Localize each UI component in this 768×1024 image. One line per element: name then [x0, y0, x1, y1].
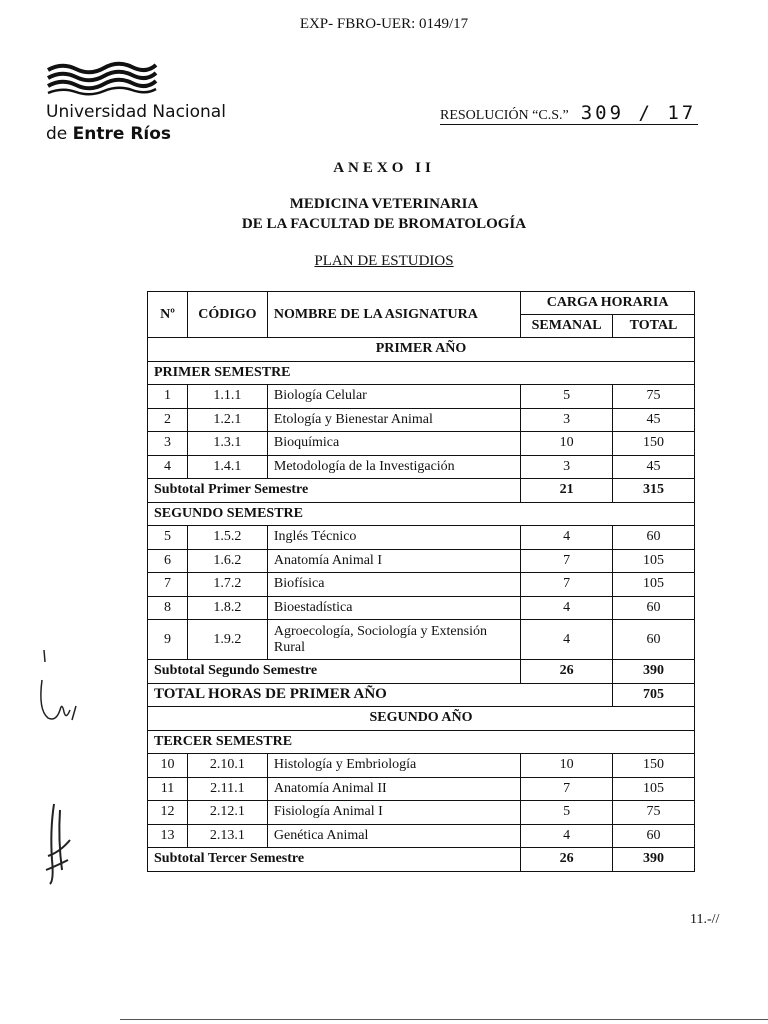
- row-subject: Bioquímica: [267, 432, 520, 456]
- row-code: 2.11.1: [187, 777, 267, 801]
- header-subject-name: NOMBRE DE LA ASIGNATURA: [267, 292, 520, 338]
- row-code: 1.3.1: [187, 432, 267, 456]
- year-row: [148, 707, 695, 731]
- handwritten-signature-icon: [40, 800, 80, 890]
- row-code: 2.13.1: [187, 824, 267, 848]
- table-row: [148, 408, 695, 432]
- row-weekly: 3: [521, 408, 613, 432]
- row-total: 150: [613, 754, 695, 778]
- row-total: 45: [613, 408, 695, 432]
- row-total: 105: [613, 777, 695, 801]
- subtotal-weekly: 26: [521, 848, 613, 872]
- row-code: 1.6.2: [187, 549, 267, 573]
- row-weekly: 7: [521, 549, 613, 573]
- row-code: 1.4.1: [187, 455, 267, 479]
- university-name-line2: [46, 124, 171, 144]
- year-total-label: TOTAL HORAS DE PRIMER AÑO: [148, 683, 613, 707]
- row-subject: Fisiología Animal I: [267, 801, 520, 825]
- career-title: MEDICINA VETERINARIA: [289, 196, 479, 212]
- table-header-row: [148, 292, 695, 315]
- university-name-line1: Universidad Nacional: [46, 102, 226, 122]
- subtotal-row: [148, 660, 695, 684]
- row-weekly: 5: [521, 801, 613, 825]
- row-subject: Biología Celular: [267, 385, 520, 409]
- row-weekly: 4: [521, 596, 613, 620]
- header-workload: CARGA HORARIA: [521, 292, 695, 315]
- subtotal-label: Subtotal Segundo Semestre: [148, 660, 521, 684]
- row-subject: Biofísica: [267, 573, 520, 597]
- row-weekly: 4: [521, 824, 613, 848]
- row-code: 1.9.2: [187, 620, 267, 660]
- row-subject: Anatomía Animal I: [267, 549, 520, 573]
- year-row: [148, 338, 695, 362]
- header-total: TOTAL: [613, 315, 695, 338]
- table-row: [148, 549, 695, 573]
- semester-title: SEGUNDO SEMESTRE: [148, 502, 695, 526]
- row-number: 8: [148, 596, 188, 620]
- row-number: 1: [148, 385, 188, 409]
- semester-row: [148, 502, 695, 526]
- row-weekly: 7: [521, 777, 613, 801]
- row-number: 6: [148, 549, 188, 573]
- subtotal-total: 390: [613, 848, 695, 872]
- year-total-row: [148, 683, 695, 707]
- row-subject: Inglés Técnico: [267, 526, 520, 550]
- subtotal-label: Subtotal Primer Semestre: [148, 479, 521, 503]
- header-number: Nº: [148, 292, 188, 338]
- university-name-prefix: de: [46, 124, 73, 144]
- expediente-number: EXP- FBRO-UER: 0149/17: [299, 16, 469, 32]
- row-total: 60: [613, 526, 695, 550]
- table-row: [148, 824, 695, 848]
- header-weekly: SEMANAL: [521, 315, 613, 338]
- year-title: SEGUNDO AÑO: [148, 707, 695, 731]
- table-row: [148, 596, 695, 620]
- row-code: 1.2.1: [187, 408, 267, 432]
- table-row: [148, 777, 695, 801]
- row-total: 75: [613, 385, 695, 409]
- resolution-label: RESOLUCIÓN “C.S.”: [440, 108, 569, 123]
- table-row: [148, 455, 695, 479]
- row-number: 11: [148, 777, 188, 801]
- row-number: 2: [148, 408, 188, 432]
- row-number: 13: [148, 824, 188, 848]
- table-row: [148, 801, 695, 825]
- table-row: [148, 620, 695, 660]
- row-number: 12: [148, 801, 188, 825]
- row-weekly: 10: [521, 754, 613, 778]
- plan-heading: [0, 253, 768, 270]
- row-code: 1.8.2: [187, 596, 267, 620]
- row-subject: Genética Animal: [267, 824, 520, 848]
- row-weekly: 7: [521, 573, 613, 597]
- semester-title: PRIMER SEMESTRE: [148, 361, 695, 385]
- row-subject: Etología y Bienestar Animal: [267, 408, 520, 432]
- resolution-reference: [440, 102, 698, 125]
- resolution-number: 309 / 17: [580, 102, 697, 124]
- plan-heading-text: PLAN DE ESTUDIOS: [314, 253, 454, 269]
- semester-row: [148, 361, 695, 385]
- row-weekly: 3: [521, 455, 613, 479]
- row-total: 105: [613, 549, 695, 573]
- row-number: 9: [148, 620, 188, 660]
- row-code: 1.7.2: [187, 573, 267, 597]
- row-number: 5: [148, 526, 188, 550]
- row-subject: Bioestadística: [267, 596, 520, 620]
- page-continuation-mark: 11.-//: [690, 912, 720, 927]
- faculty-title: DE LA FACULTAD DE BROMATOLOGÍA: [241, 216, 527, 232]
- row-number: 4: [148, 455, 188, 479]
- row-weekly: 10: [521, 432, 613, 456]
- row-subject: Agroecología, Sociología y Extensión Rural: [267, 620, 520, 660]
- subtotal-total: 390: [613, 660, 695, 684]
- row-total: 105: [613, 573, 695, 597]
- row-number: 7: [148, 573, 188, 597]
- subtotal-label: Subtotal Tercer Semestre: [148, 848, 521, 872]
- row-weekly: 4: [521, 620, 613, 660]
- annex-title: ANEXO II: [333, 160, 435, 176]
- table-row: [148, 432, 695, 456]
- row-subject: Metodología de la Investigación: [267, 455, 520, 479]
- row-total: 60: [613, 596, 695, 620]
- row-weekly: 4: [521, 526, 613, 550]
- university-logo-waves-icon: [46, 60, 158, 96]
- row-total: 75: [613, 801, 695, 825]
- table-row: [148, 754, 695, 778]
- subtotal-total: 315: [613, 479, 695, 503]
- semester-row: [148, 730, 695, 754]
- subtotal-row: [148, 479, 695, 503]
- row-subject: Anatomía Animal II: [267, 777, 520, 801]
- table-row: [148, 385, 695, 409]
- row-code: 1.1.1: [187, 385, 267, 409]
- handwritten-initials-icon: [34, 640, 84, 730]
- row-total: 150: [613, 432, 695, 456]
- subtotal-row: [148, 848, 695, 872]
- semester-title: TERCER SEMESTRE: [148, 730, 695, 754]
- subtotal-weekly: 21: [521, 479, 613, 503]
- row-total: 60: [613, 824, 695, 848]
- row-number: 3: [148, 432, 188, 456]
- subtotal-weekly: 26: [521, 660, 613, 684]
- year-total-value: 705: [613, 683, 695, 707]
- row-total: 60: [613, 620, 695, 660]
- university-name-bold: Entre Ríos: [72, 124, 172, 144]
- bottom-edge-line: [120, 1019, 768, 1020]
- study-plan-table: [147, 291, 695, 872]
- row-code: 2.10.1: [187, 754, 267, 778]
- table-row: [148, 526, 695, 550]
- row-number: 10: [148, 754, 188, 778]
- year-title: PRIMER AÑO: [148, 338, 695, 362]
- row-total: 45: [613, 455, 695, 479]
- header-code: CÓDIGO: [187, 292, 267, 338]
- row-code: 2.12.1: [187, 801, 267, 825]
- table-row: [148, 573, 695, 597]
- row-code: 1.5.2: [187, 526, 267, 550]
- row-subject: Histología y Embriología: [267, 754, 520, 778]
- row-weekly: 5: [521, 385, 613, 409]
